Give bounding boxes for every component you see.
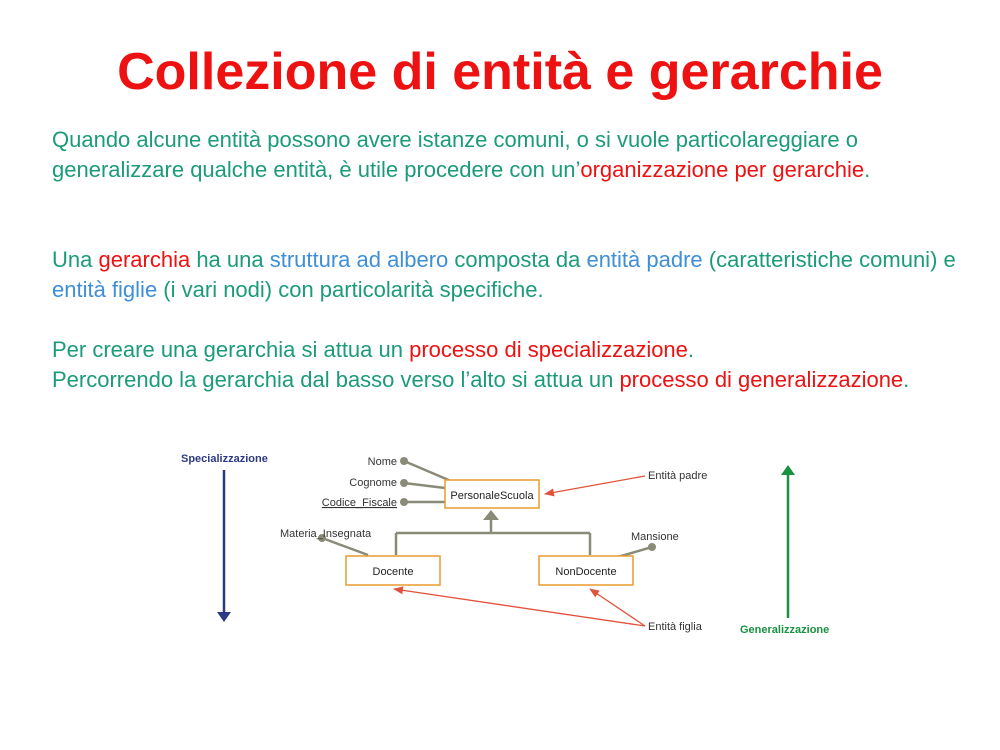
annotation-arrow-parent (545, 476, 645, 494)
attr-label-nome: Nome (367, 456, 397, 468)
generalization-arrowhead (781, 465, 795, 475)
hierarchy-arrowhead (483, 510, 499, 520)
annotation-label-parent: Entità padre (648, 470, 708, 482)
annotation-arrow-child-nondocente (590, 589, 645, 626)
attr-label-mansione: Mansione (631, 531, 679, 543)
entity-label-nondocente: NonDocente (555, 566, 617, 578)
hierarchy-diagram (170, 440, 860, 650)
annotation-label-children: Entità figlia (648, 621, 702, 633)
text-segment: composta da (448, 247, 587, 272)
text-segment: Percorrendo la gerarchia dal basso verso l’alto si attua un (52, 367, 620, 392)
text-segment: . (687, 337, 695, 362)
paragraph-gerarchia (52, 245, 982, 305)
attr-dot-cognome (400, 479, 408, 487)
annotation-arrow-child-docente (394, 589, 645, 626)
specialization-label: Specializzazione (181, 453, 268, 465)
entity-label-docente: Docente (372, 566, 414, 578)
attr-dot-codice-fiscale (400, 498, 408, 506)
attr-dot-mansione (648, 543, 656, 551)
highlight-struttura-albero: struttura ad albero (269, 247, 449, 272)
highlight-entita-figlie: entità figlie (52, 277, 158, 302)
specialization-arrowhead (217, 612, 231, 622)
text-segment: Quando alcune entità possono avere istanze comuni, o si vuole particolareggiare o generalizzare qualche entità, è utile procedere con un’ (52, 127, 858, 182)
text-segment: ha una (190, 247, 270, 272)
generalization-label: Generalizzazione (740, 624, 830, 636)
text-segment: Una (52, 247, 99, 272)
highlight-gerarchia: gerarchia (98, 247, 191, 272)
text-segment: (i vari nodi) con particolarità specifiche. (157, 277, 544, 302)
attr-line-materia (322, 538, 368, 555)
paragraph-processi (52, 335, 982, 395)
text-segment: . (903, 367, 910, 392)
attr-label-materia: Materia_Insegnata (280, 528, 372, 540)
slide-title: Collezione di entità e gerarchie (117, 43, 883, 101)
attr-label-codice-fiscale: Codice_Fiscale (321, 497, 397, 509)
attr-line-cognome (404, 483, 445, 488)
highlight-generalizzazione: processo di generalizzazione (619, 367, 904, 392)
attr-label-cognome: Cognome (349, 477, 397, 489)
text-segment: . (864, 157, 871, 182)
paragraph-intro (52, 125, 982, 185)
attr-dot-nome (400, 457, 408, 465)
text-segment: Per creare una gerarchia si attua un (52, 337, 410, 362)
highlight-organizzazione: organizzazione per gerarchie (580, 157, 865, 182)
text-segment: (caratteristiche comuni) e (702, 247, 956, 272)
entity-label-parent: PersonaleScuola (450, 490, 534, 502)
highlight-specializzazione: processo di specializzazione (409, 337, 688, 362)
highlight-entita-padre: entità padre (586, 247, 703, 272)
